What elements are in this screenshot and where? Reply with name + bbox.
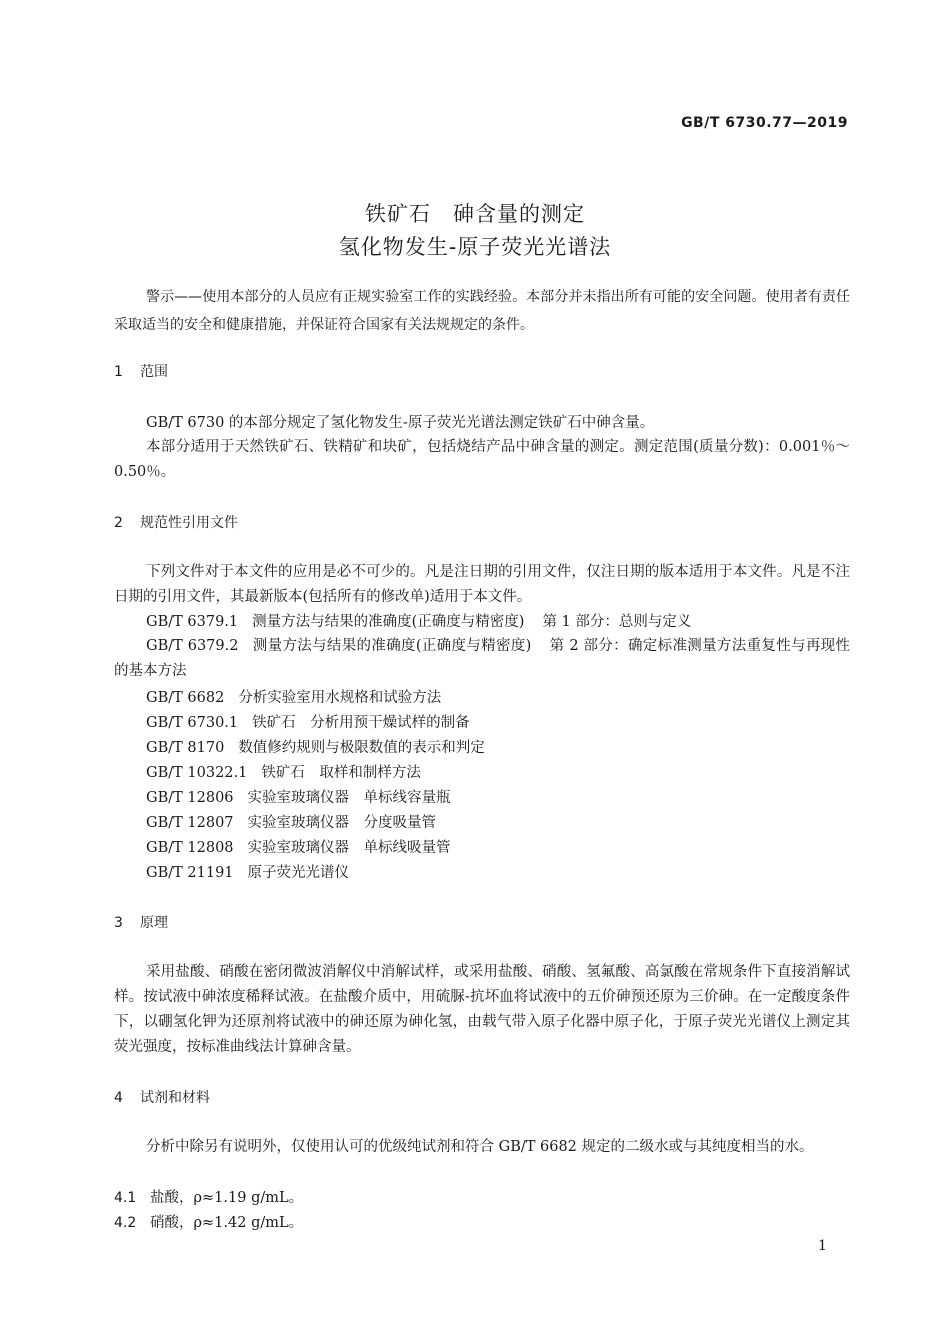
normative-references-intro: 下列文件对于本文件的应用是必不可少的。凡是注日期的引用文件，仅注日期的版本适用于本文件。凡是不注日期的引用文件，其最新版本(包括所有的修改单)适用于本文件。 <box>114 564 850 605</box>
reagents-paragraph: 分析中除另有说明外，仅使用认可的优级纯试剂和符合 GB/T 6682 规定的二级水或与其纯度相当的水。 <box>146 1139 814 1155</box>
reference-part: 第 1 部分：总则与定义 <box>542 614 692 630</box>
reference-title: 铁矿石 分析用预干燥试样的制备 <box>252 715 470 731</box>
reagent-item <box>114 1186 303 1207</box>
section-heading-principle <box>114 912 168 932</box>
reference-code: GB/T 6682 <box>146 690 225 706</box>
reference-code: GB/T 12806 <box>146 790 234 806</box>
reference-code: GB/T 21191 <box>146 865 234 881</box>
section-number: 3 <box>114 915 123 931</box>
reference-title: 实验室玻璃仪器 单标线容量瓶 <box>247 790 451 806</box>
reference-item <box>146 836 451 857</box>
reference-item <box>146 811 436 832</box>
reference-title: 原子荧光光谱仪 <box>247 865 350 881</box>
page-number: 1 <box>818 1238 827 1254</box>
reference-item <box>146 686 441 707</box>
section-number: 1 <box>114 364 123 380</box>
document-title-line-1: 铁矿石 砷含量的测定 <box>365 202 585 226</box>
reference-item <box>146 736 485 757</box>
reference-title: 测量方法与结果的准确度(正确度与精密度) <box>252 614 525 630</box>
reference-code: GB/T 10322.1 <box>146 765 248 781</box>
section-title: 试剂和材料 <box>140 1090 210 1106</box>
section-title: 规范性引用文件 <box>140 515 238 531</box>
reference-item <box>146 711 470 732</box>
reference-item <box>146 786 451 807</box>
reference-code: GB/T 8170 <box>146 740 225 756</box>
section-title: 原理 <box>140 915 168 931</box>
reference-title: 测量方法与结果的准确度(正确度与精密度) <box>252 638 532 654</box>
section-heading-reagents <box>114 1087 210 1107</box>
reference-title: 实验室玻璃仪器 分度吸量管 <box>247 815 437 831</box>
reference-title: 分析实验室用水规格和试验方法 <box>238 690 442 706</box>
reagent-item <box>114 1211 303 1232</box>
reference-code: GB/T 6379.2 <box>146 638 239 654</box>
reference-title: 铁矿石 取样和制样方法 <box>261 765 421 781</box>
scope-paragraph-2: 本部分适用于天然铁矿石、铁精矿和块矿，包括烧结产品中砷含量的测定。测定范围(质量分数)：0.001％～0.50％。 <box>114 439 850 480</box>
reference-title: 数值修约规则与极限数值的表示和判定 <box>238 740 485 756</box>
reference-code: GB/T 6379.1 <box>146 614 239 630</box>
reference-code: GB/T 12807 <box>146 815 234 831</box>
reference-item <box>114 634 850 684</box>
standard-code: GB/T 6730.77—2019 <box>681 115 848 131</box>
warning-paragraph: 警示——使用本部分的人员应有正规实验室工作的实践经验。本部分并未指出所有可能的安全问题。使用者有责任采取适当的安全和健康措施，并保证符合国家有关法规规定的条件。 <box>114 289 850 333</box>
reference-part: 第 2 部分：确定标准测量方法重复性与再现性的基本方法 <box>114 638 851 679</box>
reagent-text: 盐酸，ρ≈1.19 g/mL。 <box>150 1190 304 1206</box>
section-number: 4 <box>114 1090 123 1106</box>
reference-title: 实验室玻璃仪器 单标线吸量管 <box>247 840 451 856</box>
reagent-number: 4.1 <box>114 1190 137 1206</box>
reagent-number: 4.2 <box>114 1215 137 1231</box>
section-heading-normative-references <box>114 512 238 532</box>
principle-paragraph: 采用盐酸、硝酸在密闭微波消解仪中消解试样，或采用盐酸、硝酸、氢氟酸、高氯酸在常规条件下直接消解试样。按试液中砷浓度稀释试液。在盐酸介质中，用硫脲-抗坏血将试液中的五价砷预还原为三价砷。在一定酸度条件下，以硼氢化钾为还原剂将试液中的砷还原为砷化氢，由载气带入原子化器中原子化，于原子荧光光谱仪上测定其荧光强度，按标准曲线法计算砷含量。 <box>114 964 850 1055</box>
reference-item <box>146 761 421 782</box>
scope-paragraph-1: GB/T 6730 的本部分规定了氢化物发生-原子荧光光谱法测定铁矿石中砷含量。 <box>146 415 655 431</box>
reference-code: GB/T 6730.1 <box>146 715 239 731</box>
section-heading-scope <box>114 361 168 381</box>
reagent-text: 硝酸，ρ≈1.42 g/mL。 <box>150 1215 304 1231</box>
section-title: 范围 <box>140 364 168 380</box>
reference-code: GB/T 12808 <box>146 840 234 856</box>
section-number: 2 <box>114 515 123 531</box>
reference-item <box>146 610 691 631</box>
document-title-line-2: 氢化物发生-原子荧光光谱法 <box>338 235 612 259</box>
reference-item <box>146 861 349 882</box>
